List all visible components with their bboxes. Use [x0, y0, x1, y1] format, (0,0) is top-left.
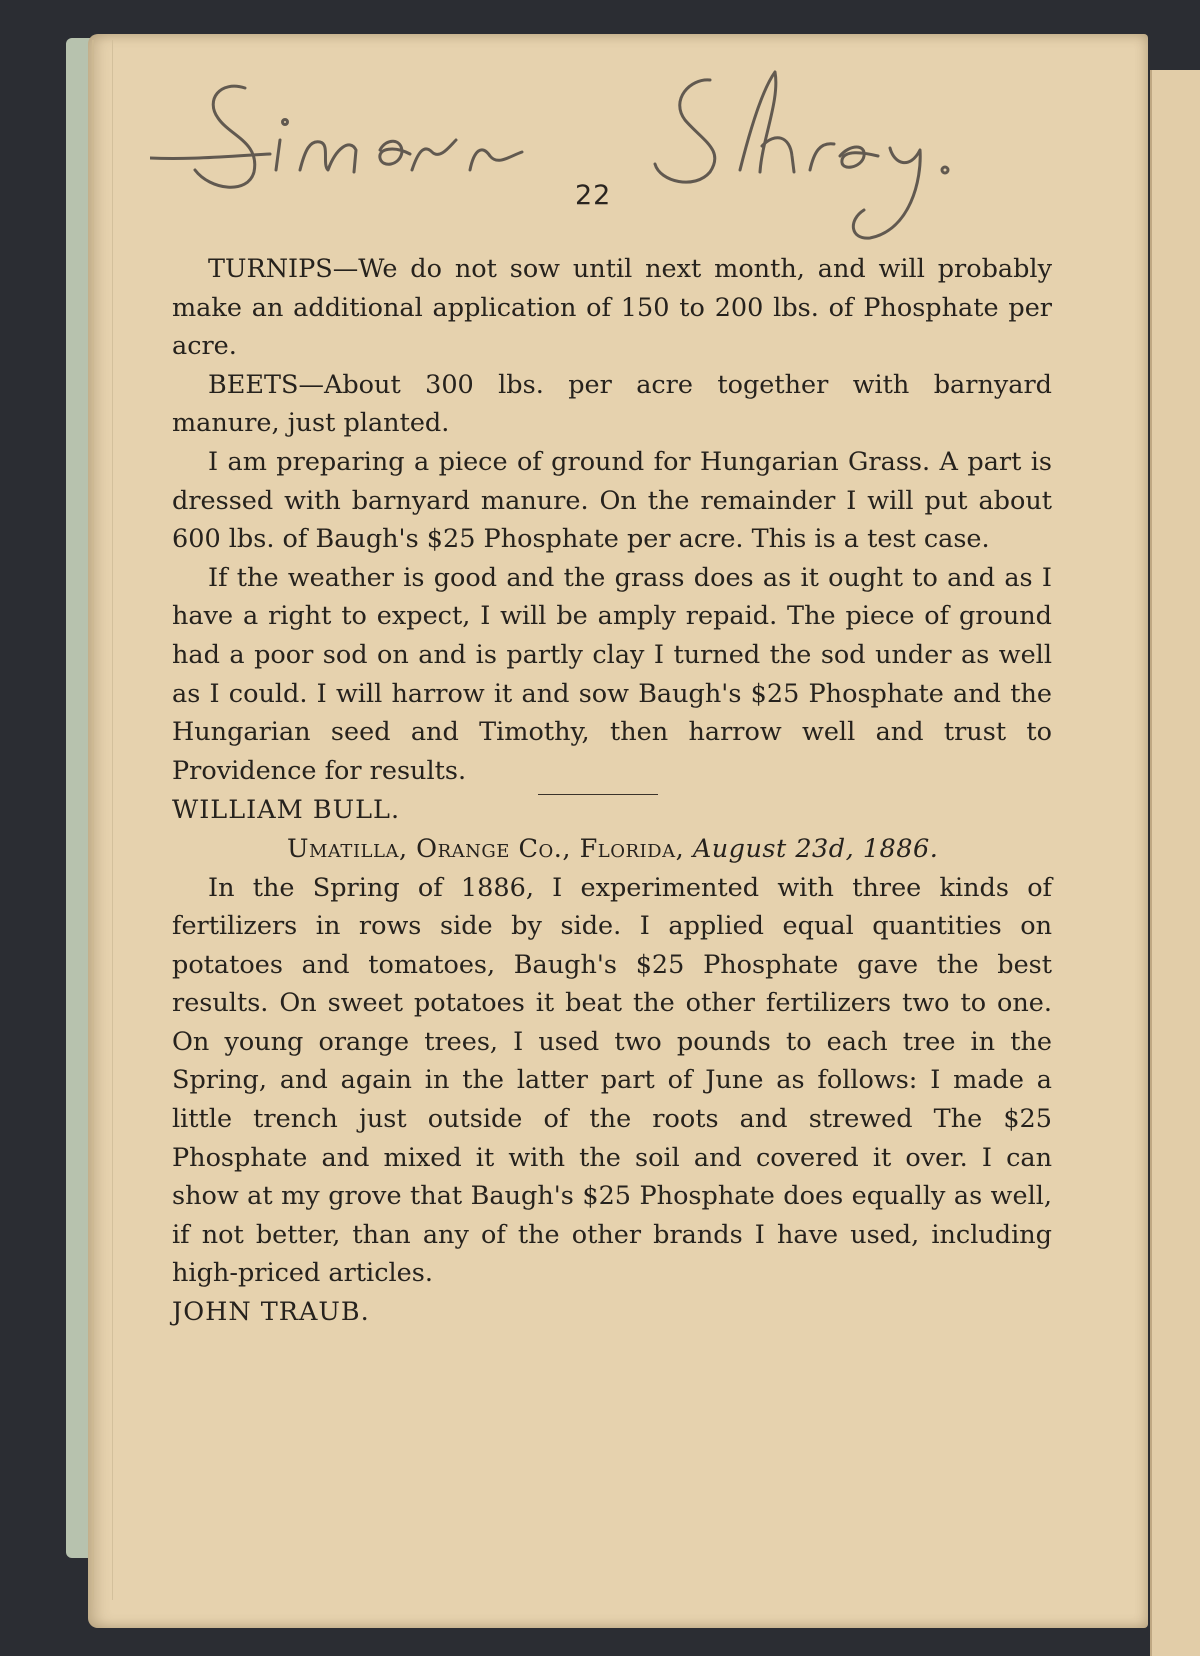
- page-number: 22: [575, 180, 612, 211]
- dateline-date: August 23d, 1886.: [692, 833, 939, 864]
- dateline-place: Umatilla, Orange Co., Florida,: [287, 833, 685, 864]
- divider-rule: [538, 794, 658, 795]
- paragraph-hungarian-grass: I am preparing a piece of ground for Hungarian Grass. A part is dressed with barnyard manure. On the remainder I will put about 600 lbs. of Baugh's $25 Phosphate per acre. This is a test case.: [172, 446, 1052, 555]
- handwritten-signature: [150, 60, 1050, 260]
- page-edges: [92, 40, 113, 1600]
- signature-william-bull: WILLIAM BULL.: [172, 795, 401, 826]
- signature-john-traub: JOHN TRAUB.: [172, 1297, 370, 1328]
- page-text: [172, 250, 1052, 1332]
- letter-dateline: [172, 830, 1052, 869]
- paragraph-weather: If the weather is good and the grass does as it ought to and as I have a right to expect, I will be amply repaid. The piece of ground had a poor sod on and is partly clay I turned the sod under as well as I could. I will harrow it and sow Baugh's $25 Phosphate and the Hungarian seed and Timothy, then harrow well and trust to Providence for results.: [172, 562, 1052, 786]
- facing-page-edge: [1150, 70, 1200, 1656]
- paragraph-beets: BEETS—About 300 lbs. per acre together with barnyard manure, just planted.: [172, 369, 1052, 439]
- paragraph-traub-letter: In the Spring of 1886, I experimented with three kinds of fertilizers in rows side by side. I applied equal quantities on potatoes and tomatoes, Baugh's $25 Phosphate gave the best results. On sweet potatoes it beat the other fertilizers two to one. On young orange trees, I used two pounds to each tree in the Spring, and again in the latter part of June as follows: I made a little trench just outside of the roots and strewed The $25 Phosphate and mixed it with the soil and covered it over. I can show at my grove that Baugh's $25 Phosphate does equally as well, if not better, than any of the other brands I have used, including high-priced articles.: [172, 872, 1052, 1289]
- paragraph-turnips: TURNIPS—We do not sow until next month, and will probably make an additional application of 150 to 200 lbs. of Phosphate per acre.: [172, 254, 1052, 362]
